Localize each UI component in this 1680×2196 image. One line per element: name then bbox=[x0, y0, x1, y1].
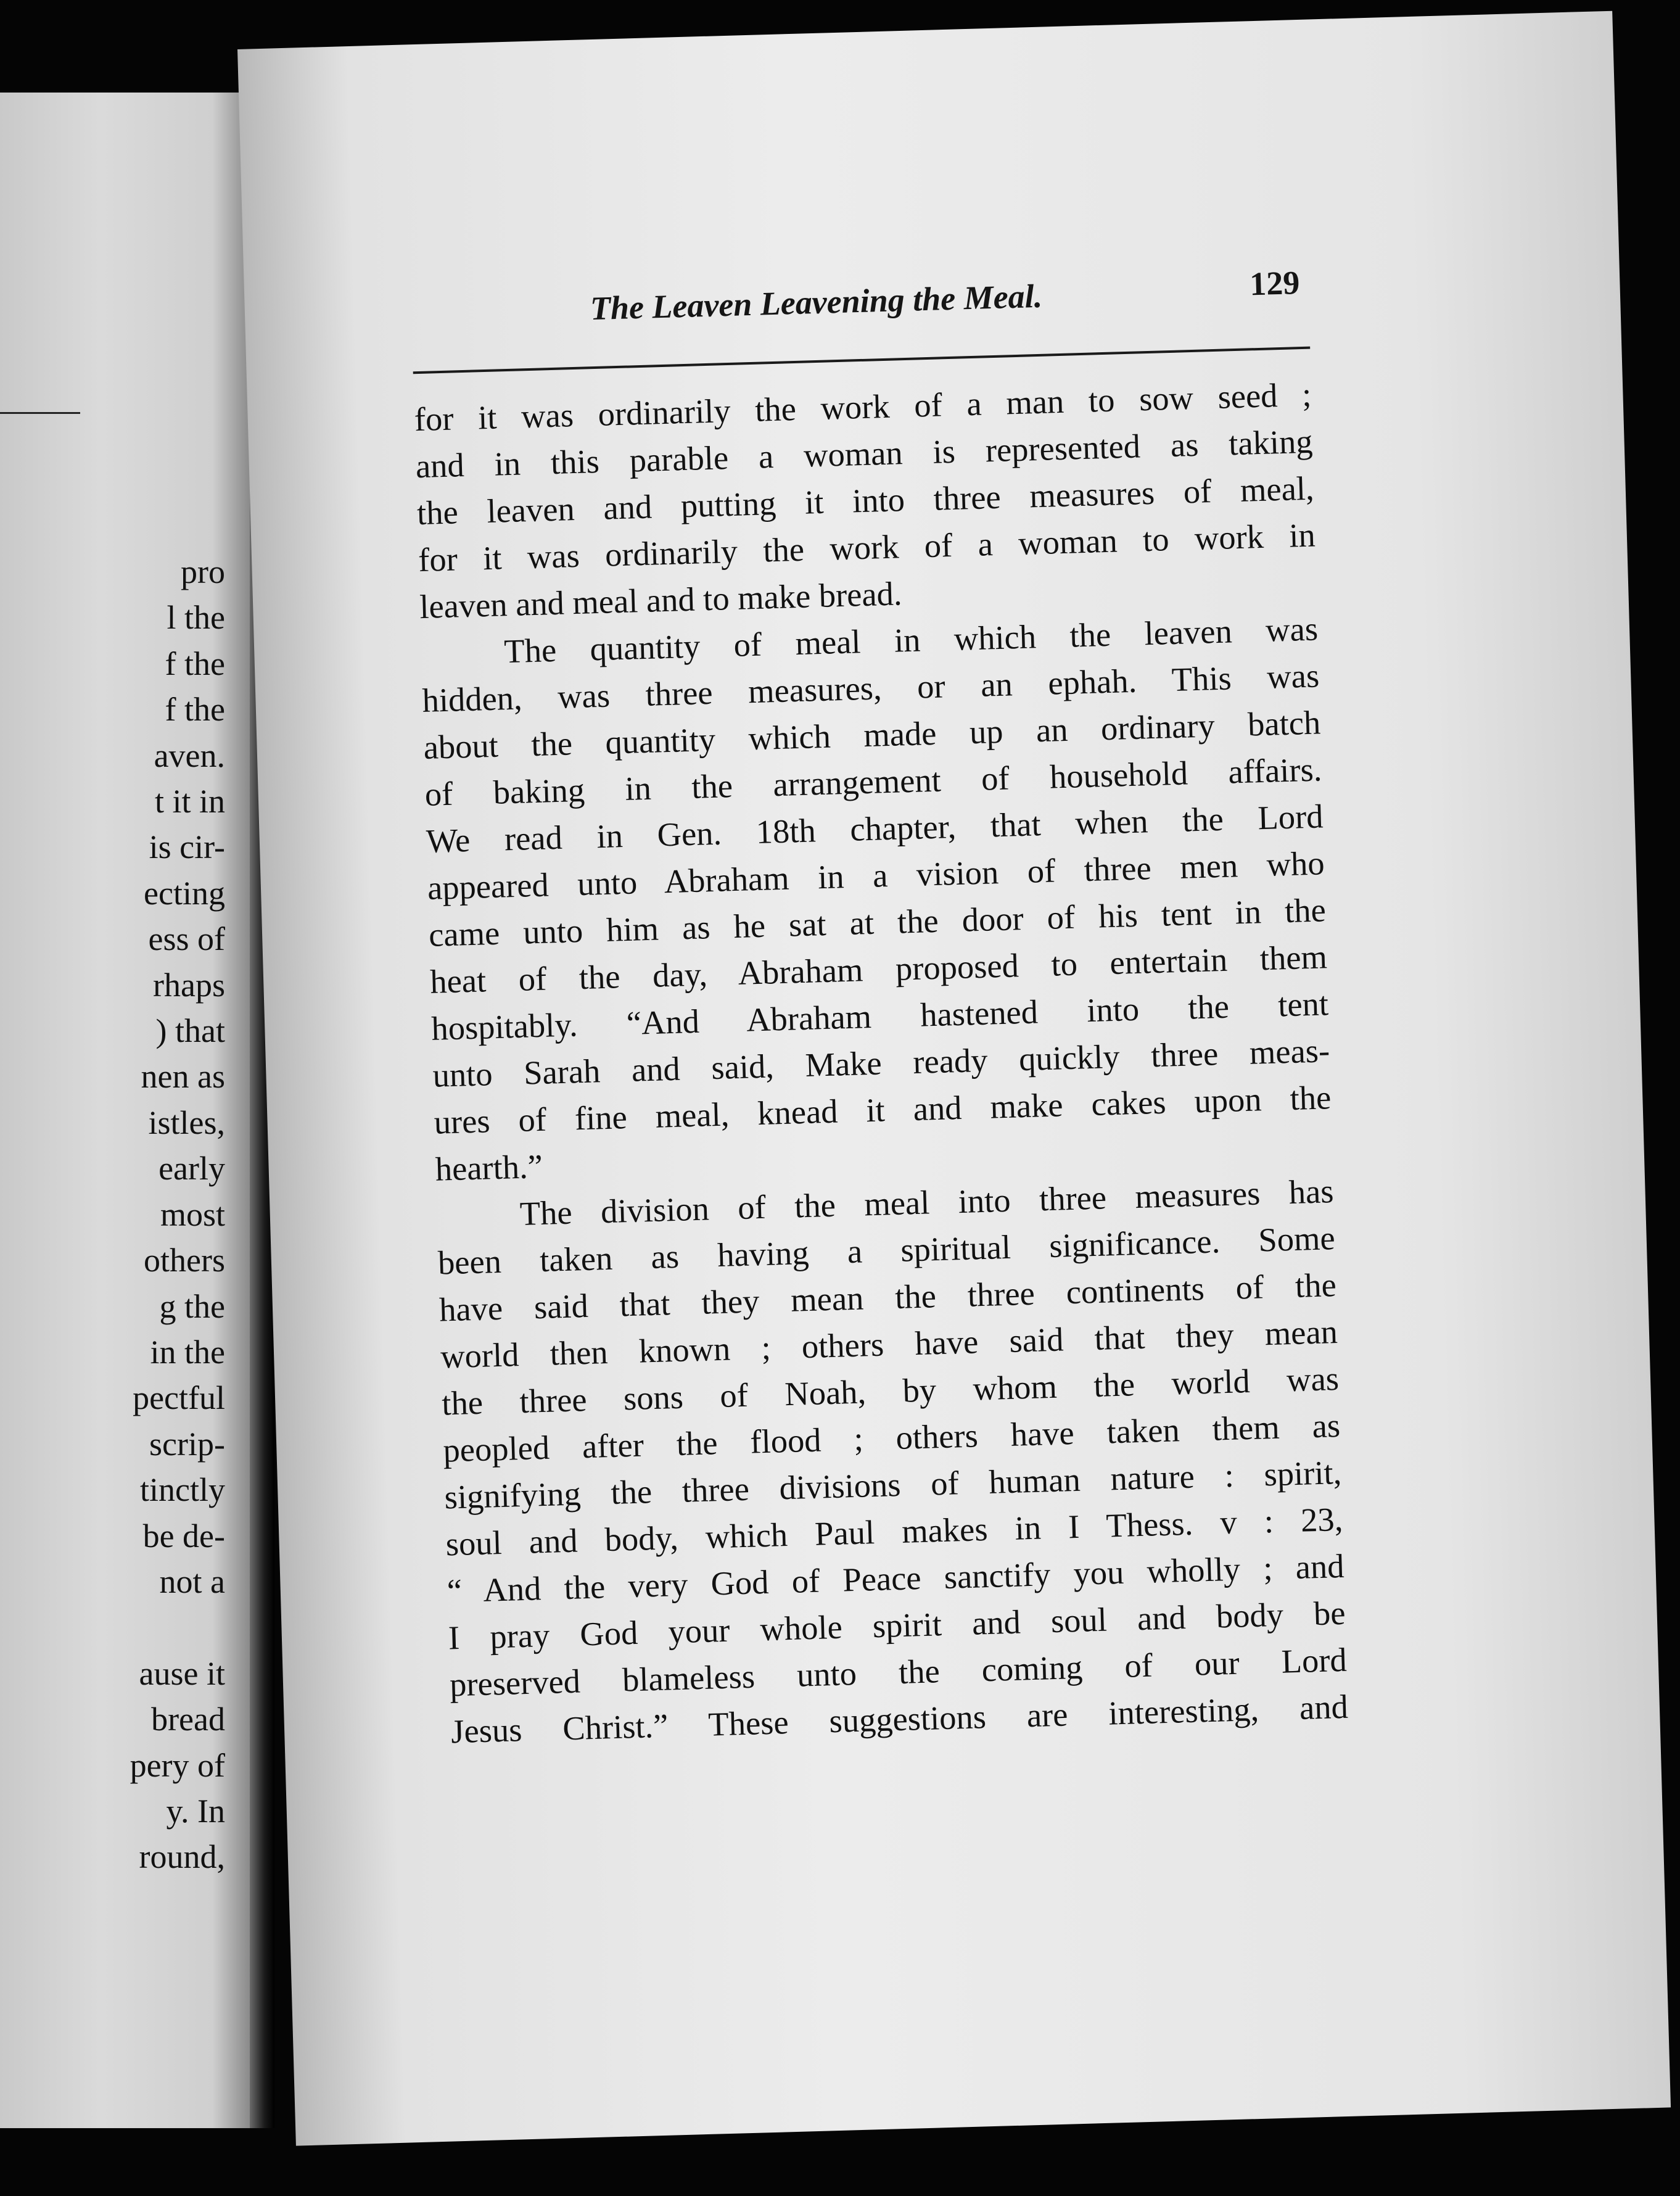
page-number: 129 bbox=[1249, 264, 1301, 303]
text-line: Jesus Christ.” These suggestions are interesting, and bbox=[450, 1687, 1349, 1751]
text-line: ecting bbox=[144, 874, 225, 912]
text-line: preserved blameless unto the coming of our Lord bbox=[449, 1640, 1348, 1704]
text-line: ) that bbox=[155, 1012, 225, 1050]
text-line: scrip- bbox=[149, 1425, 225, 1463]
text-line: pro bbox=[181, 553, 225, 590]
text-line: The quantity of meal in which the leaven was bbox=[503, 609, 1319, 671]
text-line: world then known ; others have said that they mean bbox=[440, 1313, 1338, 1376]
text-line: pectful bbox=[133, 1379, 225, 1417]
text-line: l the bbox=[167, 599, 225, 637]
text-line: hidden, was three measures, or an ephah. This was bbox=[421, 656, 1320, 720]
running-head-title: The Leaven Leavening the Meal. bbox=[590, 277, 1043, 328]
text-line: is cir- bbox=[149, 828, 225, 866]
text-line: unto Sarah and said, Make ready quickly three meas- bbox=[432, 1031, 1330, 1094]
text-line: for it was ordinarily the work of a woman to work in bbox=[418, 516, 1316, 579]
running-head bbox=[237, 11, 1612, 328]
text-line: others bbox=[144, 1242, 225, 1279]
text-line: istles, bbox=[148, 1104, 225, 1141]
text-line: “ And the very God of Peace sanctify you wholly ; and bbox=[447, 1546, 1345, 1610]
text-line: signifying the three divisions of human nature : spirit, bbox=[443, 1453, 1342, 1516]
text-line: been taken as having a spiritual significance. Some bbox=[437, 1219, 1336, 1282]
text-line: g the bbox=[159, 1287, 225, 1325]
text-line: have said that they mean the three continents of the bbox=[439, 1266, 1337, 1329]
text-line: y. In bbox=[166, 1792, 225, 1830]
text-line: most bbox=[160, 1195, 225, 1233]
text-line: be de- bbox=[142, 1517, 225, 1554]
right-page bbox=[237, 11, 1671, 2146]
text-line: f the bbox=[165, 691, 225, 729]
text-line: about the quantity which made up an ordinary batch bbox=[422, 703, 1321, 767]
header-rule bbox=[413, 347, 1311, 374]
text-line: early bbox=[159, 1150, 225, 1187]
text-line: the leaven and putting it into three measures of meal, bbox=[416, 469, 1315, 532]
text-line: I pray God your whole spirit and soul and body be bbox=[448, 1593, 1346, 1657]
text-line: hospitably. “And Abraham hastened into the tent bbox=[430, 984, 1329, 1047]
text-line: and in this parable a woman is represented as taking bbox=[415, 422, 1314, 485]
text-line: heat of the day, Abraham proposed to entertain them bbox=[429, 938, 1328, 1001]
text-line: came unto him as he sat at the door of his tent in the bbox=[428, 891, 1327, 954]
left-page bbox=[0, 93, 250, 2128]
text-line: aven. bbox=[154, 737, 225, 774]
text-line: rhaps bbox=[153, 966, 225, 1004]
text-line: appeared unto Abraham in a vision of three men who bbox=[427, 844, 1325, 907]
text-line: The division of the meal into three measures has bbox=[519, 1172, 1335, 1232]
text-line: the three sons of Noah, by whom the world was bbox=[441, 1359, 1340, 1422]
text-line: We read in Gen. 18th chapter, that when the Lord bbox=[426, 797, 1324, 860]
body-text bbox=[414, 371, 1349, 1756]
text-line: ures of fine meal, knead it and make cakes upon the bbox=[433, 1078, 1332, 1141]
left-page-rule bbox=[0, 412, 80, 414]
text-line: nen as bbox=[141, 1058, 225, 1096]
text-line: pery of bbox=[130, 1746, 225, 1784]
text-line: round, bbox=[139, 1838, 225, 1876]
text-line: t it in bbox=[154, 783, 225, 820]
text-line: soul and body, which Paul makes in I Thess. v : 23, bbox=[445, 1500, 1344, 1563]
text-line: peopled after the flood ; others have taken them as bbox=[442, 1406, 1341, 1469]
text-line: f the bbox=[165, 645, 225, 682]
text-line: leaven and meal and to make bread. bbox=[419, 574, 903, 626]
text-line: ess of bbox=[148, 920, 225, 958]
text-line: for it was ordinarily the work of a man to sow seed ; bbox=[414, 375, 1312, 439]
text-line: of baking in the arrangement of household affairs. bbox=[424, 750, 1323, 813]
text-line: bread bbox=[151, 1701, 225, 1738]
text-line: ause it bbox=[139, 1654, 225, 1692]
text-line: hearth.” bbox=[434, 1147, 543, 1188]
text-line: not a bbox=[159, 1562, 225, 1600]
text-line: in the bbox=[150, 1333, 225, 1371]
left-page-text bbox=[130, 549, 225, 1880]
text-line: tinctly bbox=[140, 1471, 225, 1509]
